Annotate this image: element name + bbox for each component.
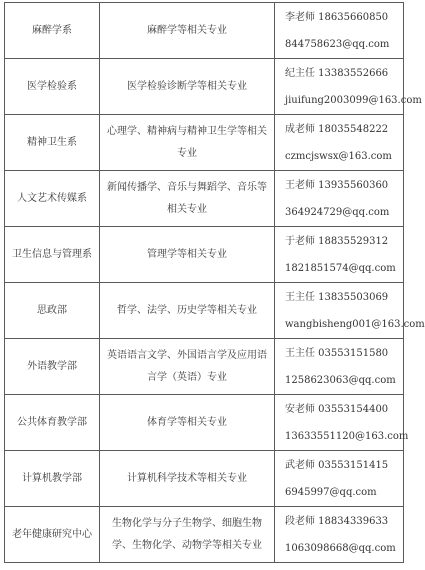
- department-cell: 老年健康研究中心: [5, 507, 100, 563]
- contact-person-phone: 纪主任 13383552666: [285, 67, 389, 79]
- department-cell: 人文艺术传媒系: [5, 171, 100, 227]
- department-cell: 计算机教学部: [5, 451, 100, 507]
- contact-email: wangbisheng001@163.com: [285, 318, 425, 330]
- major-cell: [100, 283, 275, 339]
- table-row: [5, 171, 404, 227]
- major-text: 计算机科学技术等相关专业: [127, 472, 247, 484]
- contact-email: 364924729@qq.com: [285, 206, 390, 218]
- table-row: [5, 227, 404, 283]
- contact-person-phone: 李老师 18635660850: [285, 11, 389, 23]
- contact-cell: [275, 3, 404, 59]
- contact-person-phone: 武老师 03553151415: [285, 459, 389, 471]
- contact-cell: [275, 395, 409, 451]
- table-row: [5, 395, 404, 451]
- table-row: [5, 339, 404, 395]
- department-cell: 思政部: [5, 283, 100, 339]
- department-contact-table: [4, 2, 425, 563]
- contact-email: jiuifung2003099@163.com: [285, 94, 422, 106]
- major-cell: [100, 451, 275, 507]
- contact-cell: [275, 227, 404, 283]
- contact-email: czmcjswsx@163.com: [285, 150, 392, 162]
- major-text: 心理学、精神病与精神卫生学等相关专业: [107, 125, 267, 159]
- contact-cell: [275, 59, 422, 115]
- major-text: 麻醉学等相关专业: [147, 24, 227, 36]
- table-body: [5, 3, 425, 563]
- contact-cell: [275, 451, 404, 507]
- department-cell: 公共体育教学部: [5, 395, 100, 451]
- contact-person-phone: 安老师 03553154400: [285, 403, 389, 415]
- major-cell: [100, 339, 275, 395]
- contact-email: 844758623@qq.com: [285, 38, 390, 50]
- major-cell: [100, 507, 275, 563]
- table-row: [5, 283, 404, 339]
- major-text: 新闻传播学、音乐与舞蹈学、音乐等相关专业: [107, 181, 267, 215]
- major-text: 哲学、法学、历史学等相关专业: [117, 304, 257, 316]
- major-cell: [100, 3, 275, 59]
- contact-person-phone: 于老师 18835529312: [285, 235, 389, 247]
- major-text: 管理学等相关专业: [147, 248, 227, 260]
- table-row: [5, 507, 404, 563]
- department-cell: 外语教学部: [5, 339, 100, 395]
- table-row: [5, 115, 404, 171]
- contact-email: 13633551120@163.com: [285, 430, 409, 442]
- contact-cell: [275, 507, 404, 563]
- table-row: [5, 59, 404, 115]
- contact-email: 1258623063@qq.com: [285, 374, 396, 386]
- major-text: 英语语言文学、外国语言学及应用语言学（英语）专业: [107, 349, 267, 383]
- contact-email: 1821851574@qq.com: [285, 262, 396, 274]
- contact-person-phone: 王主任 03553151580: [285, 347, 389, 359]
- major-text: 体育学等相关专业: [147, 416, 227, 428]
- department-cell: 医学检验系: [5, 59, 100, 115]
- contact-person-phone: 王主任 13835503069: [285, 291, 389, 303]
- table-row: [5, 451, 404, 507]
- contact-email: 6945997@qq.com: [285, 486, 377, 498]
- contact-cell: [275, 115, 404, 171]
- contact-cell: [275, 339, 404, 395]
- department-cell: 麻醉学系: [5, 3, 100, 59]
- major-cell: [100, 395, 275, 451]
- table-row: [5, 3, 404, 59]
- recruitment-contact-sheet: [4, 2, 425, 568]
- major-cell: [100, 171, 275, 227]
- contact-cell: [275, 283, 425, 339]
- contact-person-phone: 成老师 18035548222: [285, 123, 389, 135]
- department-cell: 精神卫生系: [5, 115, 100, 171]
- contact-email: 1063098668@qq.com: [285, 542, 396, 554]
- contact-person-phone: 段老师 18834339633: [285, 515, 389, 527]
- contact-cell: [275, 171, 404, 227]
- department-cell: 卫生信息与管理系: [5, 227, 100, 283]
- major-text: 医学检验诊断学等相关专业: [127, 80, 247, 92]
- major-cell: [100, 115, 275, 171]
- major-cell: [100, 227, 275, 283]
- major-text: 生物化学与分子生物学、细胞生物学、生物化学、动物学等相关专业: [112, 517, 262, 551]
- major-cell: [100, 59, 275, 115]
- contact-person-phone: 王老师 13935560360: [285, 179, 389, 191]
